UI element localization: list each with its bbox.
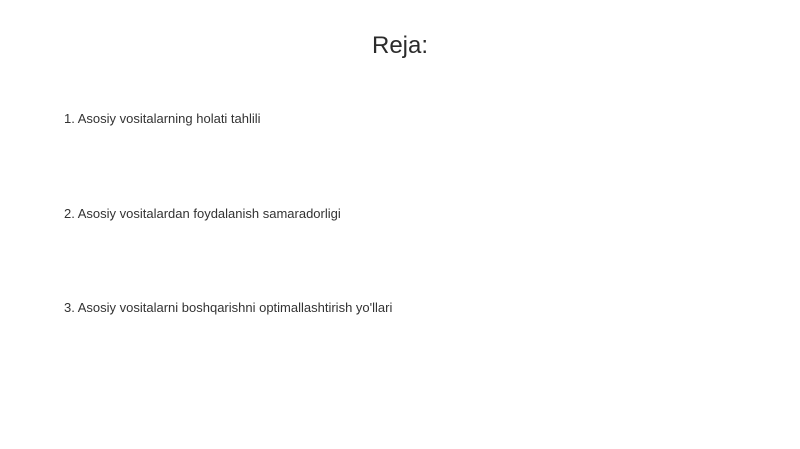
agenda-item-1: 1. Asosiy vositalarning holati tahlili xyxy=(64,111,261,126)
slide-title: Reja: xyxy=(371,32,429,59)
agenda-item-2: 2. Asosiy vositalardan foydalanish samaradorligi xyxy=(64,206,341,221)
agenda-item-3: 3. Asosiy vositalarni boshqarishni optimallashtirish yo'llari xyxy=(64,300,393,315)
